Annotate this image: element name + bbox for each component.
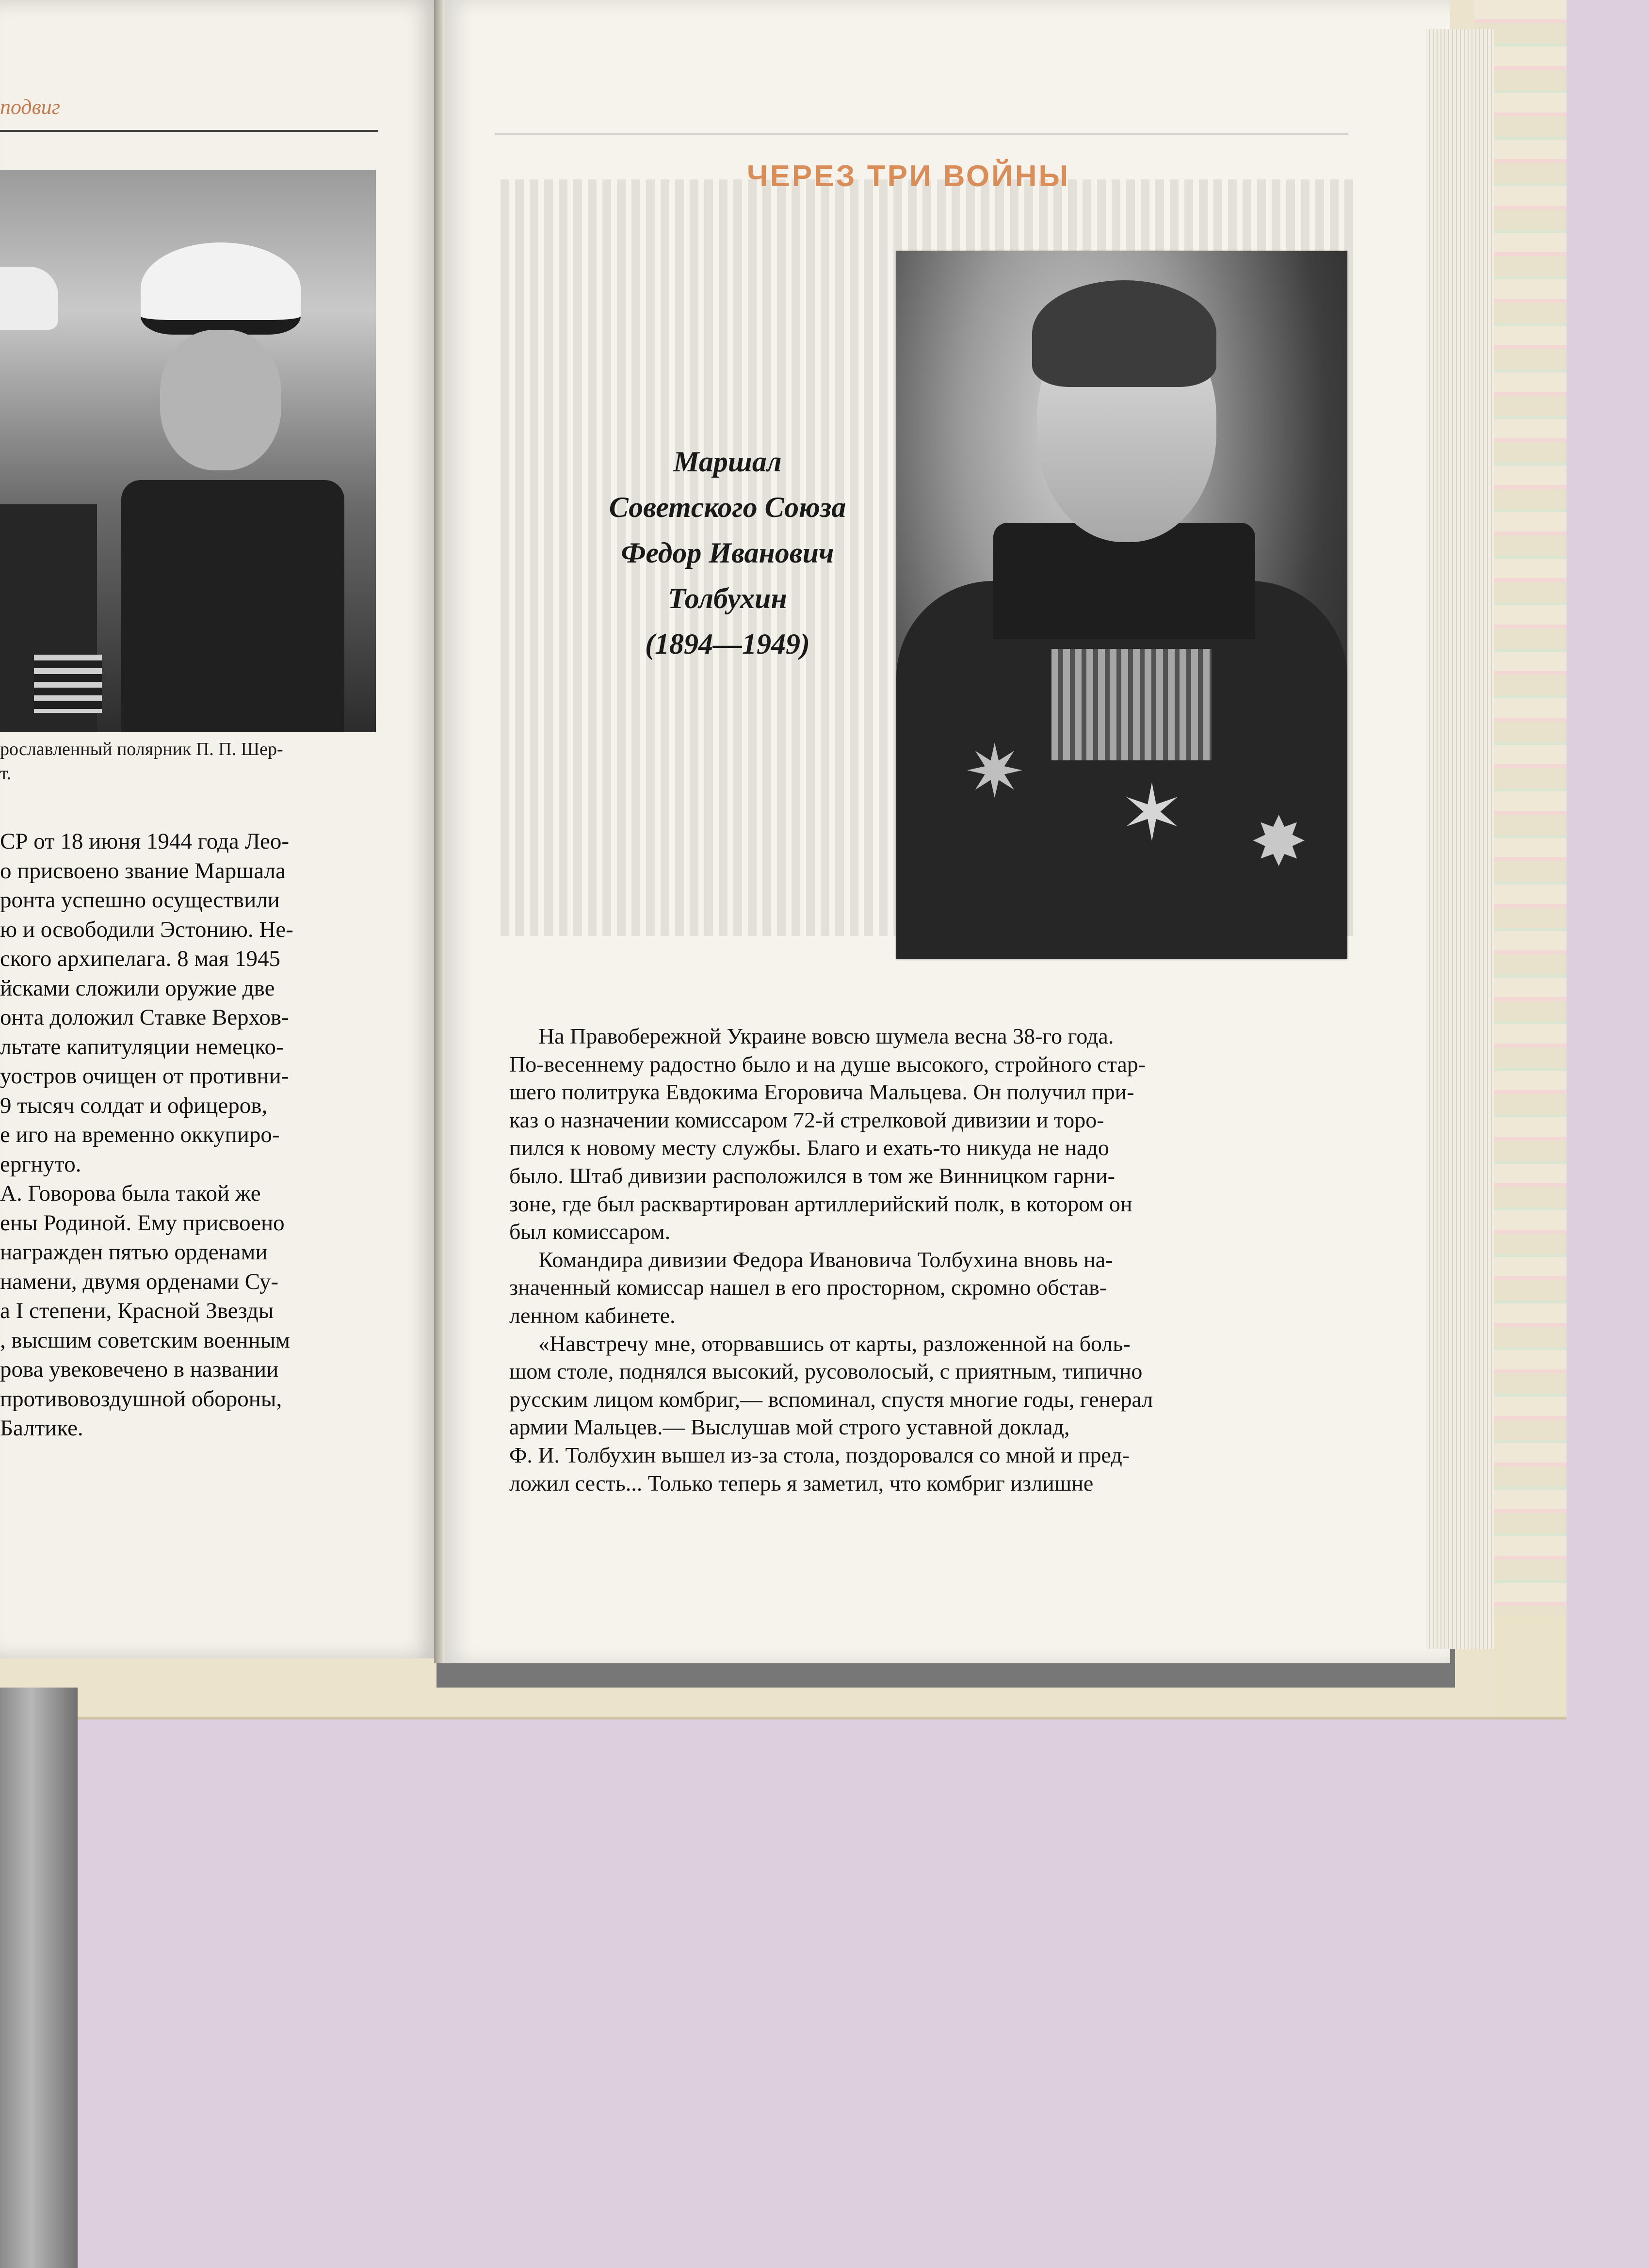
text-line: е иго на временно оккупиро- xyxy=(0,1122,280,1147)
cover-stripe xyxy=(0,1688,78,2268)
text-line: русским лицом комбриг,— вспоминал, спустя многие годы, генерал xyxy=(509,1386,1153,1412)
photo-officer-face xyxy=(160,330,281,470)
order-star-icon: ✶ xyxy=(1119,771,1185,857)
caption-line: Толбухин xyxy=(668,582,787,614)
left-photo xyxy=(0,170,376,732)
text-line: ского архипелага. 8 мая 1945 xyxy=(0,946,281,971)
caption-line: Федор Иванович xyxy=(621,537,834,569)
left-photo-caption: рославленный полярник П. П. Шер- т. xyxy=(0,739,283,784)
portrait-caption xyxy=(572,439,883,667)
text-line: 9 тысяч солдат и офицеров, xyxy=(0,1093,268,1118)
text-line: ложил сесть... Только теперь я заметил, что комбриг излишне xyxy=(509,1470,1094,1496)
right-header-rule xyxy=(495,133,1348,135)
text-line: ленном кабинете. xyxy=(509,1303,676,1328)
left-header-rule xyxy=(0,130,378,132)
text-line: ергнуто. xyxy=(0,1151,81,1177)
text-line: льтате капитуляции немецко- xyxy=(0,1034,284,1060)
text-line: значенный комиссар нашел в его просторном, скромно обстав- xyxy=(509,1275,1107,1300)
text-line: уостров очищен от противни- xyxy=(0,1063,289,1089)
text-line: было. Штаб дивизии расположился в том же Винницком гарни- xyxy=(509,1163,1115,1188)
text-line: армии Мальцев.— Выслушав мой строго уставной доклад, xyxy=(509,1415,1070,1440)
text-line: противовоздушной обороны, xyxy=(0,1386,282,1412)
book-spine-gutter xyxy=(434,0,445,1663)
caption-line: (1894—1949) xyxy=(645,628,810,660)
caption-line: Маршал xyxy=(673,446,782,478)
photo-officer-uniform xyxy=(121,480,344,732)
text-line: На Правобережной Украине вовсю шумела весна 38-го года. xyxy=(538,1024,1114,1048)
text-line: ю и освободили Эстонию. Не- xyxy=(0,917,293,942)
caption-line: Советского Союза xyxy=(609,491,846,523)
text-line: шом столе, поднялся высокий, русоволосый, с приятным, типично xyxy=(509,1359,1143,1384)
text-line: был комиссаром. xyxy=(509,1219,671,1244)
portrait-ribbons xyxy=(1051,649,1212,760)
page-edges xyxy=(1426,29,1494,1649)
left-body-text xyxy=(0,827,383,1443)
text-line: А. Говорова была такой же xyxy=(0,1181,261,1206)
text-line: пился к новому месту службы. Благо и ехать-то никуда не надо xyxy=(509,1135,1109,1160)
text-line: каз о назначении комиссаром 72-й стрелковой дивизии и торо- xyxy=(509,1107,1104,1132)
photo-figure-cap xyxy=(0,267,58,330)
portrait-photo xyxy=(896,251,1347,959)
text-line: о присвоено звание Маршала xyxy=(0,858,286,884)
text-line: награжден пятью орденами xyxy=(0,1239,268,1265)
text-line: ронта успешно осуществили xyxy=(0,887,280,913)
text-line: СР от 18 июня 1944 года Лео- xyxy=(0,829,290,854)
text-line: а I степени, Красной Звезды xyxy=(0,1298,274,1323)
text-line: Командира дивизии Федора Ивановича Толбухина вновь на- xyxy=(538,1247,1113,1272)
photo-sleeve-stripes xyxy=(34,655,102,713)
text-line: шего политрука Евдокима Егоровича Мальцева. Он получил при- xyxy=(509,1079,1134,1105)
text-line: , высшим советским военным xyxy=(0,1327,290,1353)
text-line: Ф. И. Толбухин вышел из-за стола, поздоровался со мной и пред- xyxy=(509,1442,1130,1467)
order-star-icon: ✸ xyxy=(1250,805,1308,880)
text-line: ены Родиной. Ему присвоено xyxy=(0,1210,285,1236)
text-line: рова увековечено в названии xyxy=(0,1357,279,1382)
text-line: По-весеннему радостно было и на душе высокого, стройного стар- xyxy=(509,1051,1146,1077)
right-body-text xyxy=(509,1022,1353,1497)
order-star-icon: ✷ xyxy=(964,732,1025,813)
chapter-title: ЧЕРЕЗ ТРИ ВОЙНЫ xyxy=(747,160,1070,193)
portrait-hair xyxy=(1032,280,1216,387)
left-running-head: подвиг xyxy=(0,95,60,119)
text-line: Балтике. xyxy=(0,1415,83,1441)
text-line: зоне, где был расквартирован артиллерийский полк, в котором он xyxy=(509,1191,1132,1216)
text-line: онта доложил Ставке Верхов- xyxy=(0,1005,289,1030)
text-line: йсками сложили оружие две xyxy=(0,975,275,1001)
text-line: «Навстречу мне, оторвавшись от карты, разложенной на боль- xyxy=(538,1331,1131,1356)
photo-officer-cap xyxy=(141,242,301,335)
text-line: намени, двумя орденами Су- xyxy=(0,1269,279,1294)
